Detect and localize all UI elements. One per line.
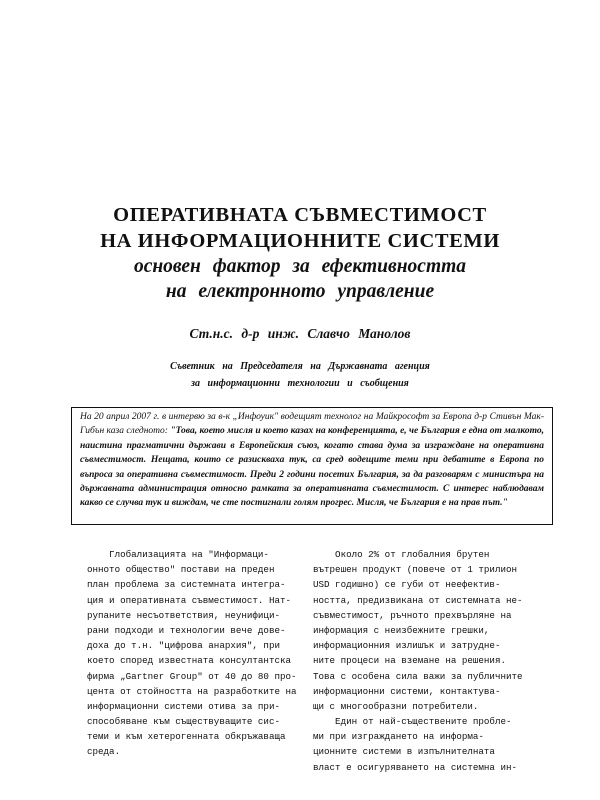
body-text-line: вътрешен продукт (повече от 1 трилион	[313, 564, 517, 576]
body-text-line: ми при изграждането на информа-	[313, 731, 484, 743]
title-line-1: ОПЕРАТИВНАТА СЪВМЕСТИМОСТ	[113, 204, 487, 226]
body-text-line: информационни системи отива за при-	[87, 700, 280, 712]
body-text-line: Около 2% от глобалния брутен	[313, 549, 490, 560]
body-text-line: рани подходи и технологии вече дове-	[87, 624, 286, 636]
body-text-line: съвместимост, ръчното прехвърляне на	[313, 609, 512, 621]
body-text-line: ните процеси на вземане на решения.	[313, 655, 506, 667]
body-text-line: което според известната консултантска	[87, 655, 291, 667]
right-column	[313, 547, 525, 775]
body-text-line: способяване към съществуващите сис-	[87, 716, 280, 728]
body-text-line: теми и към хетерогенната обкръжаваща	[87, 731, 286, 743]
body-text-line: власт е осигуряването на системна ин-	[313, 761, 517, 773]
body-text-line: среда.	[87, 746, 121, 758]
quote-text: "Това, което мисля и което казах на конференцията, е, че България е една от малкото, наистина прагматични държави в Европейския съюз, когато става дума за изграждане на оперативна съвместимост. Нещата, които се разискваха тук, са сред водещите теми при дебатите в Европа по въпроса за оперативна съвместимост. Преди 2 години посетих България, за да разговарям с министъра на държавната администрация относно рамката за оперативната съвместимост. С интерес наблюдавам какво се случва тук и виждам, че сте постигнали голям прогрес. Мисля, че България е на прав път."	[80, 426, 545, 509]
left-column	[87, 547, 299, 760]
subtitle-line-1: основен фактор за ефективността	[133, 256, 467, 277]
article-title	[0, 202, 600, 304]
body-text-line: ция и оперативната съвместимост. Нат-	[87, 594, 291, 606]
body-text-line: цента от стойността на разработките на	[87, 685, 297, 697]
author-affiliation	[0, 358, 600, 392]
body-text-line: USD годишно) се губи от неефектив-	[313, 579, 501, 591]
affiliation-line-1: Съветник на Председателя на Държавната агенция	[170, 361, 430, 372]
body-text-line: Глобализацията на "Информаци-	[87, 549, 269, 560]
body-text-line: фирма „Gartner Group" от 40 до 80 про-	[87, 670, 297, 682]
body-text-line: рупаните несъответствия, неунифици-	[87, 609, 280, 621]
body-text-line: доха до т.н. "цифрова анархия", при	[87, 640, 280, 652]
body-text-line: план проблема за системната интегра-	[87, 579, 286, 591]
quote-box	[71, 407, 553, 525]
subtitle-line-2: на електронното управление	[165, 281, 435, 302]
body-text-line: Това с особена сила важи за публичните	[313, 670, 523, 682]
affiliation-line-2: за информационни технологии и съобщения	[191, 378, 409, 389]
body-text-line: ността, предизвикана от системната не-	[313, 594, 523, 606]
quote-intro: На 20 април 2007 г. в интервю за в-к „Инфоуик" водещият технолог на Майкрософт за Европа д-р Стивън Мак-Гибън каза следното:	[80, 412, 544, 437]
body-text-line: щи с многообразни потребители.	[313, 700, 479, 712]
title-line-2: НА ИНФОРМАЦИОННИТЕ СИСТЕМИ	[100, 230, 500, 252]
body-text-line: информационния излишък и затрудне-	[313, 640, 501, 652]
body-text-line: Един от най-съществените пробле-	[313, 716, 512, 728]
body-text-line: онното общество" постави на преден	[87, 564, 275, 576]
author-name: Ст.н.с. д-р инж. Славчо Манолов	[189, 326, 411, 341]
body-text-line: информация с неизбежните грешки,	[313, 624, 490, 636]
body-text-line: ционните системи в изпълнителната	[313, 746, 495, 758]
body-text-line: информационни системи, контактува-	[313, 685, 501, 697]
